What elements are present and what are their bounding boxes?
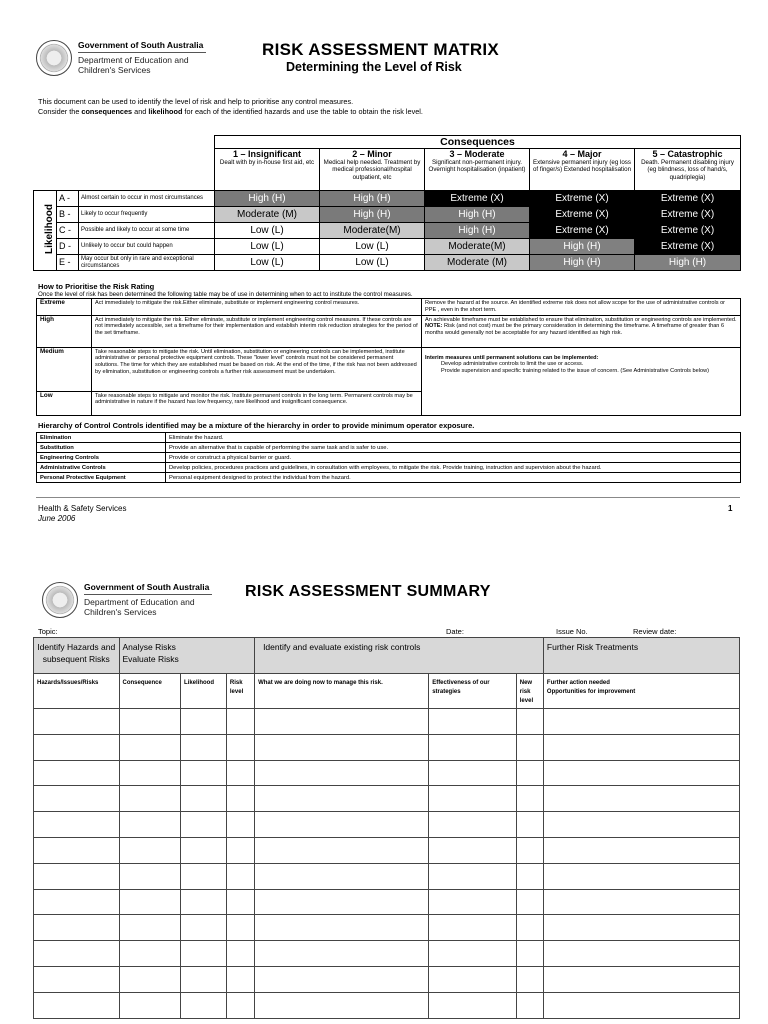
table-cell[interactable]: [543, 966, 739, 992]
table-cell[interactable]: [516, 915, 543, 941]
table-cell[interactable]: [429, 966, 517, 992]
table-cell[interactable]: [429, 812, 517, 838]
priority-medium-label: Medium: [37, 347, 92, 391]
rating-cell: High (H): [530, 255, 635, 271]
table-cell[interactable]: [34, 889, 120, 915]
table-cell[interactable]: [516, 709, 543, 735]
rating-cell: Moderate (M): [425, 255, 530, 271]
table-cell[interactable]: [255, 734, 429, 760]
page-title: RISK ASSESSMENT MATRIX: [262, 40, 500, 59]
table-cell[interactable]: [543, 837, 739, 863]
table-cell[interactable]: [255, 709, 429, 735]
table-cell[interactable]: [255, 915, 429, 941]
col-likelihood: Likelihood: [181, 674, 227, 709]
table-cell[interactable]: [34, 941, 120, 967]
table-cell[interactable]: [226, 709, 254, 735]
table-cell[interactable]: [255, 786, 429, 812]
priority-high-right: An achievable timeframe must be established to ensure that elimination, substitution or engineering controls are implemented. NOTE: Risk (and not cost) must be the primary consideration in determining the timeframe. A timeframe of greater than 6 months would generally not be acceptable for any hazard identified as high risk.: [422, 315, 741, 347]
rating-cell: Extreme (X): [425, 191, 530, 207]
table-cell[interactable]: [226, 837, 254, 863]
table-cell[interactable]: [516, 992, 543, 1018]
hierarchy-label: Personal Protective Equipment: [37, 473, 166, 483]
col-effectiveness: Effectiveness of our strategies: [429, 674, 517, 709]
table-cell[interactable]: [226, 966, 254, 992]
table-cell[interactable]: [181, 915, 227, 941]
likelihood-c: C -: [57, 223, 79, 239]
summary-title: RISK ASSESSMENT SUMMARY: [245, 583, 491, 600]
intro-line-1: This document can be used to identify the level of risk and help to prioritise any control measures.: [38, 97, 354, 106]
table-cell[interactable]: [429, 863, 517, 889]
rating-cell: High (H): [320, 191, 425, 207]
likelihood-c-desc: Possible and likely to occur at some time: [79, 223, 215, 239]
priority-extreme-label: Extreme: [37, 299, 92, 316]
consequences-header: Consequences: [215, 136, 741, 149]
table-cell[interactable]: [516, 734, 543, 760]
likelihood-d-desc: Unlikely to occur but could happen: [79, 239, 215, 255]
hierarchy-label: Substitution: [37, 443, 166, 453]
topic-label: Topic:: [38, 627, 58, 636]
table-cell[interactable]: [181, 863, 227, 889]
table-cell[interactable]: [119, 786, 181, 812]
table-row[interactable]: [34, 837, 740, 863]
logo-summary: [42, 582, 212, 618]
prioritise-subtitle: Once the level of risk has been determined the following table may be of use in determining when to act to institute the control measures.: [38, 291, 413, 298]
table-cell[interactable]: [181, 889, 227, 915]
risk-matrix: [33, 135, 741, 271]
org-department-1: Department of Education and: [84, 597, 195, 607]
hierarchy-label: Engineering Controls: [37, 453, 166, 463]
table-cell[interactable]: [226, 734, 254, 760]
table-row[interactable]: [34, 760, 740, 786]
table-row[interactable]: [34, 863, 740, 889]
table-cell[interactable]: [181, 966, 227, 992]
table-cell[interactable]: [543, 941, 739, 967]
rating-cell: Extreme (X): [635, 191, 741, 207]
rating-cell: High (H): [425, 207, 530, 223]
crest-icon: [42, 582, 78, 618]
table-cell[interactable]: [119, 837, 181, 863]
table-cell[interactable]: [119, 812, 181, 838]
footer-date: June 2006: [38, 514, 76, 523]
table-cell[interactable]: [226, 812, 254, 838]
table-row[interactable]: [34, 786, 740, 812]
issue-label: Issue No.: [556, 627, 588, 636]
table-cell[interactable]: [119, 760, 181, 786]
hierarchy-text: Develop policies, procedures practices and guidelines, in consultation with employees, to mitigate the risk. Provide training, instruction and supervision about the hazard.: [166, 463, 741, 473]
hierarchy-title: Hierarchy of Control Controls identified may be a mixture of the hierarchy in order to provide minimum operator exposure.: [38, 421, 475, 430]
date-label: Date:: [446, 627, 464, 636]
table-cell[interactable]: [181, 786, 227, 812]
table-cell[interactable]: [34, 966, 120, 992]
table-cell[interactable]: [255, 837, 429, 863]
table-cell[interactable]: [34, 812, 120, 838]
consequence-2: 2 – Minor Medical help needed. Treatment by medical professional/hospital outpatient, etc: [320, 149, 425, 191]
table-cell[interactable]: [543, 812, 739, 838]
consequence-4: 4 – Major Extensive permanent injury (eg loss of finger/s) Extended hospitalisation: [530, 149, 635, 191]
table-cell[interactable]: [34, 915, 120, 941]
table-cell[interactable]: [34, 992, 120, 1018]
col-new-risk: New risk level: [516, 674, 543, 709]
footer-org: Health & Safety Services: [38, 504, 127, 513]
logo-top: [36, 40, 206, 76]
table-cell[interactable]: [34, 837, 120, 863]
rating-cell: High (H): [425, 223, 530, 239]
table-cell[interactable]: [181, 812, 227, 838]
table-cell[interactable]: [119, 863, 181, 889]
table-cell[interactable]: [543, 889, 739, 915]
crest-icon: [36, 40, 72, 76]
page-subtitle: Determining the Level of Risk: [286, 60, 462, 74]
rating-cell: Low (L): [215, 223, 320, 239]
table-cell[interactable]: [119, 734, 181, 760]
table-cell[interactable]: [429, 941, 517, 967]
header-analyse: Analyse Risks Evaluate Risks: [119, 638, 255, 674]
table-cell[interactable]: [34, 734, 120, 760]
org-department-2: Children's Services: [84, 607, 157, 617]
col-doing-now: What we are doing now to manage this risk.: [255, 674, 429, 709]
prioritise-table: [36, 298, 741, 416]
org-department-1: Department of Education and: [78, 55, 189, 65]
priority-high-label: High: [37, 315, 92, 347]
hierarchy-label: Elimination: [37, 433, 166, 443]
hierarchy-text: Eliminate the hazard.: [166, 433, 741, 443]
col-further: Further action needed Opportunities for improvement: [543, 674, 739, 709]
table-cell[interactable]: [255, 812, 429, 838]
rating-cell: Low (L): [215, 255, 320, 271]
table-cell[interactable]: [429, 760, 517, 786]
rating-cell: Extreme (X): [635, 239, 741, 255]
table-cell[interactable]: [516, 812, 543, 838]
priority-medium-text: Take reasonable steps to mitigate the risk. Until elimination, substitution or engineering controls can be implemented, institute administrative or personal protective equipment controls. These "lower level" controls must not be considered permanent solutions. The time for which they are established must be based on risk. At the end of the time, if the risk has not been addressed by elimination, substitution or engineering controls a further risk assessment must be undertaken.: [92, 347, 422, 391]
table-row[interactable]: [34, 889, 740, 915]
table-cell[interactable]: [34, 760, 120, 786]
table-cell[interactable]: [516, 941, 543, 967]
table-cell[interactable]: [119, 941, 181, 967]
rating-cell: Extreme (X): [635, 223, 741, 239]
hierarchy-text: Provide an alternative that is capable of performing the same task and is safer to use.: [166, 443, 741, 453]
rating-cell: Low (L): [320, 239, 425, 255]
likelihood-b: B -: [57, 207, 79, 223]
header-further: Further Risk Treatments: [543, 638, 739, 674]
rating-cell: Moderate(M): [425, 239, 530, 255]
table-cell[interactable]: [119, 992, 181, 1018]
table-row[interactable]: [34, 992, 740, 1018]
table-cell[interactable]: [181, 760, 227, 786]
rating-cell: High (H): [635, 255, 741, 271]
intro-text: [38, 97, 738, 117]
hierarchy-text: Personal equipment designed to protect the individual from the hazard.: [166, 473, 741, 483]
footer-divider: [36, 497, 740, 498]
table-cell[interactable]: [543, 992, 739, 1018]
table-cell[interactable]: [255, 760, 429, 786]
consequence-1: 1 – Insignificant Dealt with by in-house first aid, etc: [215, 149, 320, 191]
rating-cell: Low (L): [320, 255, 425, 271]
table-cell[interactable]: [429, 889, 517, 915]
table-cell[interactable]: [516, 786, 543, 812]
rating-cell: Low (L): [215, 239, 320, 255]
table-row[interactable]: [34, 709, 740, 735]
rating-cell: Extreme (X): [530, 223, 635, 239]
rating-cell: High (H): [215, 191, 320, 207]
org-government: Government of South Australia: [78, 40, 206, 53]
interim-measures: Interim measures until permanent solutions can be implemented: Develop administrative controls to limit the use or access. Provide supervision and specific training related to the issue of concern. (See Administrative Controls below): [422, 347, 741, 415]
table-cell[interactable]: [429, 837, 517, 863]
likelihood-label: Likelihood: [44, 191, 57, 271]
table-cell[interactable]: [429, 992, 517, 1018]
rating-cell: Extreme (X): [530, 207, 635, 223]
rating-cell: Extreme (X): [530, 191, 635, 207]
table-cell[interactable]: [429, 709, 517, 735]
table-cell[interactable]: [181, 992, 227, 1018]
table-row[interactable]: [34, 941, 740, 967]
org-government: Government of South Australia: [84, 582, 212, 595]
table-cell[interactable]: [226, 786, 254, 812]
table-cell[interactable]: [543, 786, 739, 812]
col-risk-level: Risk level: [226, 674, 254, 709]
org-department-2: Children's Services: [78, 65, 151, 75]
table-cell[interactable]: [543, 915, 739, 941]
table-cell[interactable]: [181, 837, 227, 863]
rating-cell: High (H): [530, 239, 635, 255]
table-cell[interactable]: [255, 941, 429, 967]
table-cell[interactable]: [543, 863, 739, 889]
review-label: Review date:: [633, 627, 677, 636]
hierarchy-label: Administrative Controls: [37, 463, 166, 473]
table-row[interactable]: [34, 734, 740, 760]
table-cell[interactable]: [516, 889, 543, 915]
table-cell[interactable]: [516, 863, 543, 889]
table-cell[interactable]: [181, 941, 227, 967]
table-cell[interactable]: [181, 734, 227, 760]
table-cell[interactable]: [119, 709, 181, 735]
table-cell[interactable]: [429, 734, 517, 760]
table-cell[interactable]: [543, 760, 739, 786]
table-cell[interactable]: [119, 889, 181, 915]
table-cell[interactable]: [34, 863, 120, 889]
rating-cell: Moderate(M): [320, 223, 425, 239]
intro-line-2: Consider the consequences and likelihood for each of the identified hazards and use the table to obtain the risk level.: [38, 107, 423, 116]
table-row[interactable]: [34, 966, 740, 992]
table-cell[interactable]: [516, 760, 543, 786]
priority-high-text: Act immediately to mitigate the risk. Either eliminate, substitute or implement engineering control measures. If these controls are not immediately accessible, set a timeframe for their implementation and establish interim risk reduction strategies for the period of the set timeframe.: [92, 315, 422, 347]
table-cell[interactable]: [516, 837, 543, 863]
table-row[interactable]: [34, 812, 740, 838]
rating-cell: High (H): [320, 207, 425, 223]
table-cell[interactable]: [255, 966, 429, 992]
header-identify: Identify Hazards and subsequent Risks: [34, 638, 120, 674]
header-controls: Identify and evaluate existing risk controls: [255, 638, 544, 674]
table-cell[interactable]: [226, 863, 254, 889]
table-row[interactable]: [34, 915, 740, 941]
table-cell[interactable]: [226, 760, 254, 786]
table-cell[interactable]: [429, 786, 517, 812]
table-cell[interactable]: [119, 966, 181, 992]
col-hazards: Hazards/Issues/Risks: [34, 674, 120, 709]
table-cell[interactable]: [543, 709, 739, 735]
prioritise-title: How to Prioritise the Risk Rating: [38, 282, 155, 291]
priority-extreme-text: Act immediately to mitigate the risk.Either eliminate, substitute or implement engineering control measures.: [92, 299, 422, 316]
likelihood-d: D -: [57, 239, 79, 255]
table-cell[interactable]: [516, 966, 543, 992]
col-consequence: Consequence: [119, 674, 181, 709]
table-cell[interactable]: [255, 889, 429, 915]
hierarchy-text: Provide or construct a physical barrier or guard.: [166, 453, 741, 463]
table-cell[interactable]: [34, 786, 120, 812]
table-cell[interactable]: [226, 889, 254, 915]
table-cell[interactable]: [34, 709, 120, 735]
table-cell[interactable]: [181, 709, 227, 735]
hierarchy-table: [36, 432, 741, 483]
consequence-5: 5 – Catastrophic Death. Permanent disabling injury (eg blindness, loss of hand/s, quadriplegia): [635, 149, 741, 191]
footer-left: [38, 504, 126, 524]
likelihood-a-desc: Almost certain to occur in most circumstances: [79, 191, 215, 207]
table-cell[interactable]: [255, 863, 429, 889]
likelihood-a: A -: [57, 191, 79, 207]
consequence-3: 3 – Moderate Significant non-permanent injury. Overnight hospitalisation (inpatient): [425, 149, 530, 191]
page-number: 1: [728, 504, 733, 513]
rating-cell: Extreme (X): [635, 207, 741, 223]
rating-cell: Moderate (M): [215, 207, 320, 223]
priority-extreme-right: Remove the hazard at the source. An identified extreme risk does not allow scope for the use of administrative controls or PPE , even in the short term.: [422, 299, 741, 316]
table-cell[interactable]: [226, 915, 254, 941]
priority-low-text: Take reasonable steps to mitigate and monitor the risk. Institute permanent controls in the long term. Permanent controls may be administrative in nature if the hazard has low frequency, rare likelihood and insignificant consequence.: [92, 391, 422, 415]
likelihood-e-desc: May occur but only in rare and exceptional circumstances: [79, 255, 215, 271]
summary-table: [33, 637, 740, 1019]
likelihood-e: E -: [57, 255, 79, 271]
priority-low-label: Low: [37, 391, 92, 415]
table-cell[interactable]: [429, 915, 517, 941]
likelihood-b-desc: Likely to occur frequently: [79, 207, 215, 223]
table-cell[interactable]: [255, 992, 429, 1018]
table-cell[interactable]: [119, 915, 181, 941]
table-cell[interactable]: [226, 941, 254, 967]
table-cell[interactable]: [543, 734, 739, 760]
table-cell[interactable]: [226, 992, 254, 1018]
